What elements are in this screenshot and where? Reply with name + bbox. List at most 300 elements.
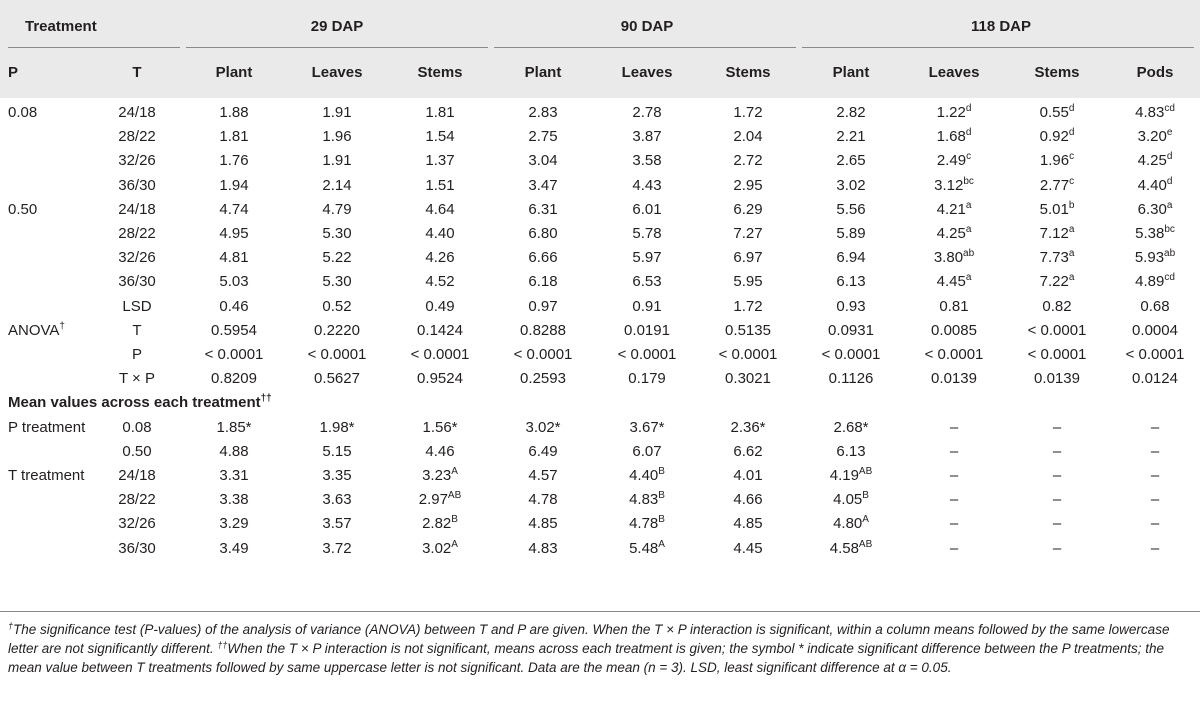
value-cell (314, 370, 360, 387)
value-cell (219, 443, 248, 460)
value-cell (528, 152, 557, 169)
value-cell (733, 201, 762, 218)
value-cell (322, 201, 351, 218)
significance-letter: A (862, 514, 869, 525)
value-cell (624, 322, 670, 339)
value-cell (730, 419, 765, 436)
value-cell (937, 152, 971, 169)
value-cell (205, 346, 264, 363)
value-cell-text: – (949, 491, 959, 508)
value-cell-text: 1.96 (1039, 152, 1070, 169)
value-cell (632, 225, 661, 242)
value-cell (836, 443, 865, 460)
value-cell-text: 4.45 (936, 273, 966, 290)
p-cell (8, 322, 65, 339)
t-cell: P (131, 346, 143, 363)
value-cell (425, 104, 454, 121)
value-cell (528, 540, 557, 557)
value-cell-text: 0.179 (628, 370, 666, 387)
value-cell (425, 225, 454, 242)
value-cell-text: 2.04 (733, 128, 763, 145)
value-cell (1151, 467, 1159, 484)
value-cell-text: 4.85 (528, 515, 558, 532)
value-cell-text: 4.95 (219, 225, 249, 242)
plant-29-header: Plant (215, 64, 253, 81)
value-cell-text: 4.26 (425, 249, 455, 266)
value-cell (520, 322, 566, 339)
value-cell-text: 0.97 (528, 298, 558, 315)
value-cell (733, 491, 762, 508)
value-cell (733, 249, 762, 266)
t-cell: 36/30 (118, 540, 156, 557)
value-cell (1040, 249, 1075, 266)
value-cell-text: – (1052, 419, 1062, 436)
p-cell (8, 201, 37, 218)
value-cell (1053, 419, 1061, 436)
value-cell (219, 515, 248, 532)
value-cell-text: 5.22 (322, 249, 352, 266)
section-heading (8, 394, 272, 411)
value-cell (836, 273, 865, 290)
p-cell-text: 0.08 (8, 104, 38, 121)
value-cell (219, 128, 248, 145)
group-header-29dap: 29 DAP (310, 18, 364, 35)
value-cell (833, 419, 868, 436)
value-cell-text: 6.30 (1137, 201, 1167, 218)
value-cell (417, 322, 463, 339)
value-cell (422, 515, 458, 532)
value-cell (219, 104, 248, 121)
value-cell (733, 443, 762, 460)
value-cell-text: 0.0085 (931, 322, 977, 339)
value-cell (425, 152, 454, 169)
value-cell (1040, 104, 1075, 121)
value-cell (219, 298, 248, 315)
value-cell-text: 5.15 (322, 443, 352, 460)
value-cell-text: 3.47 (528, 177, 558, 194)
footnote-text-2: When the T × P interaction is not significant, means across each treatment is given; the symbol * indicate significant difference between the P treatments; the mean value between T treatments followed by same uppercase letter is not significant. Data are the mean (n = 3). LSD, least significant difference at α = 0.05. (8, 641, 1164, 675)
t-col-header: T (132, 64, 142, 81)
value-cell-text: 2.72 (733, 152, 763, 169)
value-cell (1040, 152, 1074, 169)
leaves-90-header: Leaves (621, 64, 673, 81)
value-cell-text: < 0.0001 (617, 346, 677, 363)
value-cell (632, 152, 661, 169)
value-cell (1053, 443, 1061, 460)
value-cell-text: < 0.0001 (410, 346, 470, 363)
significance-letter: e (1166, 127, 1173, 138)
value-cell (528, 177, 557, 194)
value-cell (950, 491, 958, 508)
value-cell (528, 128, 557, 145)
value-cell (733, 128, 762, 145)
value-cell-text: 6.62 (733, 443, 763, 460)
value-cell (1138, 128, 1173, 145)
significance-letter: B (862, 490, 869, 501)
value-cell-text: 3.02* (525, 419, 561, 436)
value-cell (219, 491, 248, 508)
value-cell (528, 443, 557, 460)
p-cell (8, 419, 85, 436)
value-cell-text: 5.93 (1134, 249, 1165, 266)
value-cell-text: 5.30 (322, 225, 352, 242)
value-cell (411, 346, 470, 363)
value-cell (1140, 298, 1169, 315)
value-cell (733, 177, 762, 194)
value-cell-text: 6.18 (528, 273, 558, 290)
value-cell-text: 4.43 (632, 177, 662, 194)
value-cell-text: – (1052, 515, 1062, 532)
significance-letter: AB (447, 490, 462, 501)
value-cell-text: – (1052, 467, 1062, 484)
value-cell (322, 177, 351, 194)
table-footnote (8, 620, 1194, 677)
significance-letter: A (451, 466, 458, 477)
value-cell (425, 273, 454, 290)
value-cell (219, 249, 248, 266)
t-cell: LSD (122, 298, 152, 315)
value-cell-text: 1.72 (733, 104, 763, 121)
value-cell-text: – (949, 419, 959, 436)
value-cell-text: 2.21 (836, 128, 866, 145)
value-cell (1135, 273, 1175, 290)
value-cell (725, 370, 771, 387)
t-cell: 36/30 (118, 177, 156, 194)
value-cell (931, 370, 977, 387)
value-cell-text: 6.29 (733, 201, 763, 218)
value-cell-text: 0.0004 (1132, 322, 1178, 339)
value-cell (628, 370, 666, 387)
value-cell-text: 6.94 (836, 249, 866, 266)
significance-letter: B (451, 514, 458, 525)
value-cell (1040, 273, 1075, 290)
group-underline-29dap (186, 47, 488, 48)
value-cell-text: 2.77 (1039, 177, 1070, 194)
value-cell-text: 4.83 (1135, 104, 1165, 121)
value-cell (1028, 322, 1087, 339)
value-cell-text: 6.13 (836, 273, 866, 290)
value-cell (422, 419, 457, 436)
value-cell (1053, 467, 1061, 484)
value-cell-text: 2.78 (632, 104, 662, 121)
value-cell-text: 1.98* (319, 419, 355, 436)
value-cell (525, 419, 560, 436)
value-cell (528, 467, 557, 484)
t-cell: 24/18 (118, 201, 156, 218)
value-cell (937, 273, 972, 290)
value-cell-text: 2.36* (730, 419, 766, 436)
value-cell-text: 5.95 (733, 273, 763, 290)
value-cell-text: 4.40 (629, 467, 659, 484)
value-cell-text: 4.85 (733, 515, 763, 532)
value-cell-text: – (1150, 419, 1160, 436)
value-cell (629, 419, 664, 436)
value-cell-text: 4.52 (425, 273, 455, 290)
value-cell (528, 491, 557, 508)
value-cell-text: 4.40 (1137, 177, 1167, 194)
value-cell (216, 419, 251, 436)
value-cell-text: 0.0931 (828, 322, 874, 339)
value-cell (733, 104, 762, 121)
value-cell-text: 3.57 (322, 515, 352, 532)
significance-letter: ab (1164, 248, 1176, 259)
value-cell-text: 6.31 (528, 201, 558, 218)
value-cell (833, 515, 869, 532)
value-cell (514, 346, 573, 363)
value-cell-text: 1.85* (216, 419, 252, 436)
significance-letter: a (1068, 224, 1075, 235)
value-cell-text: – (949, 467, 959, 484)
value-cell-text: 7.12 (1039, 225, 1069, 242)
t-cell: 0.08 (122, 419, 152, 436)
value-cell-text: 0.92 (1039, 128, 1069, 145)
value-cell (1126, 346, 1185, 363)
value-cell (219, 177, 248, 194)
value-cell-text: 4.83 (629, 491, 659, 508)
significance-letter: ab (963, 248, 975, 259)
value-cell (1040, 225, 1075, 242)
value-cell (528, 104, 557, 121)
value-cell-text: 2.49 (936, 152, 967, 169)
value-cell (733, 540, 762, 557)
value-cell (836, 298, 865, 315)
value-cell-text: – (1150, 443, 1160, 460)
value-cell-text: 5.89 (836, 225, 866, 242)
value-cell (629, 491, 665, 508)
significance-letter: AB (858, 539, 873, 550)
value-cell (836, 201, 865, 218)
pods-118-header: Pods (1136, 64, 1174, 81)
value-cell (528, 201, 557, 218)
value-cell (925, 346, 984, 363)
value-cell-text: 3.58 (632, 152, 662, 169)
value-cell (520, 370, 566, 387)
value-cell-text: 1.91 (322, 104, 352, 121)
value-cell (629, 515, 665, 532)
value-cell-text: 4.57 (528, 467, 558, 484)
value-cell-text: 1.68 (936, 128, 966, 145)
significance-letter: A (451, 539, 458, 550)
value-cell-text: – (1052, 443, 1062, 460)
value-cell (322, 249, 351, 266)
value-cell-text: 1.22 (936, 104, 966, 121)
value-cell-text: 4.66 (733, 491, 763, 508)
value-cell-text: – (949, 515, 959, 532)
value-cell-text: 3.02 (836, 177, 866, 194)
value-cell-text: < 0.0001 (924, 346, 984, 363)
value-cell (1135, 249, 1175, 266)
significance-letter: a (965, 272, 972, 283)
value-cell (322, 515, 351, 532)
value-cell-text: 0.0139 (1034, 370, 1080, 387)
value-cell-text: 0.0124 (1132, 370, 1178, 387)
significance-letter: B (658, 466, 665, 477)
p-cell-text: ANOVA (8, 322, 60, 339)
value-cell-text: < 0.0001 (1125, 346, 1185, 363)
value-cell (1151, 515, 1159, 532)
value-cell-text: 1.56* (422, 419, 458, 436)
value-cell-text: 3.02 (422, 540, 452, 557)
value-cell-text: 0.1126 (828, 370, 874, 387)
value-cell (719, 346, 778, 363)
value-cell (632, 273, 661, 290)
value-cell-text: 1.54 (425, 128, 455, 145)
value-cell-text: – (1150, 540, 1160, 557)
value-cell-text: 3.87 (632, 128, 662, 145)
value-cell (836, 177, 865, 194)
value-cell (950, 419, 958, 436)
value-cell (314, 322, 360, 339)
value-cell (422, 467, 458, 484)
value-cell (833, 491, 869, 508)
value-cell-text: 0.2593 (520, 370, 566, 387)
significance-letter: c (1069, 176, 1075, 187)
value-cell (425, 298, 454, 315)
t-cell: 36/30 (118, 273, 156, 290)
value-cell-text: 4.89 (1135, 273, 1165, 290)
value-cell (322, 298, 351, 315)
significance-letter: a (1166, 200, 1173, 211)
plant-118-header: Plant (832, 64, 870, 81)
value-cell (830, 467, 873, 484)
value-cell (219, 540, 248, 557)
value-cell-text: 7.27 (733, 225, 763, 242)
value-cell (733, 298, 762, 315)
value-cell-text: 0.55 (1039, 104, 1069, 121)
t-cell: 32/26 (118, 249, 156, 266)
value-cell (425, 177, 454, 194)
p-cell (8, 467, 84, 484)
value-cell-text: 4.40 (425, 225, 455, 242)
value-cell (937, 201, 972, 218)
value-cell-text: 7.73 (1039, 249, 1069, 266)
leaves-29-header: Leaves (311, 64, 363, 81)
value-cell-text: 3.29 (219, 515, 249, 532)
value-cell (425, 201, 454, 218)
value-cell-text: – (949, 443, 959, 460)
value-cell-text: 6.97 (733, 249, 763, 266)
value-cell (1034, 370, 1080, 387)
value-cell (950, 540, 958, 557)
value-cell-text: 2.14 (322, 177, 352, 194)
value-cell (528, 298, 557, 315)
section-heading-footnote-mark: †† (260, 393, 272, 404)
value-cell (1138, 152, 1173, 169)
value-cell-text: 0.5954 (211, 322, 257, 339)
value-cell-text: 6.13 (836, 443, 866, 460)
value-cell-text: – (1150, 467, 1160, 484)
significance-letter: a (1068, 248, 1075, 259)
value-cell-text: 0.81 (939, 298, 969, 315)
value-cell-text: 4.25 (1137, 152, 1167, 169)
value-cell (829, 370, 874, 387)
value-cell-text: 3.72 (322, 540, 352, 557)
stems-118-header: Stems (1034, 64, 1080, 81)
value-cell-text: 4.19 (829, 467, 859, 484)
value-cell-text: 0.5627 (314, 370, 360, 387)
t-cell: 32/26 (118, 515, 156, 532)
value-cell (322, 104, 351, 121)
significance-letter: b (1068, 200, 1075, 211)
value-cell (1053, 491, 1061, 508)
value-cell (836, 104, 865, 121)
value-cell (1028, 346, 1087, 363)
value-cell (629, 540, 665, 557)
value-cell-text: 3.23 (422, 467, 452, 484)
value-cell (733, 225, 762, 242)
value-cell (211, 322, 257, 339)
value-cell (417, 370, 463, 387)
value-cell (937, 128, 972, 145)
value-cell (322, 491, 351, 508)
value-cell-text: 0.0191 (624, 322, 670, 339)
value-cell-text: 1.88 (219, 104, 249, 121)
value-cell-text: 4.45 (733, 540, 763, 557)
value-cell (1040, 177, 1074, 194)
value-cell-text: 1.94 (219, 177, 249, 194)
footnote-dagger: † (8, 621, 14, 631)
value-cell-text: 4.05 (833, 491, 863, 508)
value-cell-text: 0.1424 (417, 322, 463, 339)
value-cell-text: 6.66 (528, 249, 558, 266)
group-underline-118dap (802, 47, 1194, 48)
value-cell-text: 0.91 (632, 298, 662, 315)
t-cell: 24/18 (118, 467, 156, 484)
value-cell-text: – (1150, 515, 1160, 532)
value-cell (836, 249, 865, 266)
value-cell (322, 443, 351, 460)
value-cell (425, 128, 454, 145)
value-cell (319, 419, 354, 436)
value-cell (733, 467, 762, 484)
value-cell-text: 3.49 (219, 540, 249, 557)
value-cell-text: 5.30 (322, 273, 352, 290)
value-cell-text: 4.79 (322, 201, 352, 218)
value-cell-text: 4.74 (219, 201, 249, 218)
t-cell: T (132, 322, 142, 339)
significance-letter: d (1068, 127, 1075, 138)
value-cell (632, 443, 661, 460)
value-cell-text: 6.53 (632, 273, 662, 290)
value-cell (836, 128, 865, 145)
significance-letter: d (965, 127, 972, 138)
value-cell (632, 177, 661, 194)
value-cell (632, 201, 661, 218)
value-cell-text: 0.9524 (417, 370, 463, 387)
t-cell: 28/22 (118, 128, 156, 145)
value-cell (528, 225, 557, 242)
value-cell-text: 3.20 (1137, 128, 1167, 145)
value-cell-text: 3.12 (934, 177, 964, 194)
t-cell: 24/18 (118, 104, 156, 121)
value-cell (836, 152, 865, 169)
significance-letter: a (965, 224, 972, 235)
value-cell (931, 322, 977, 339)
value-cell-text: 3.63 (322, 491, 352, 508)
value-cell-text: 4.78 (528, 491, 558, 508)
value-cell (322, 128, 351, 145)
value-cell-text: 5.48 (629, 540, 659, 557)
value-cell (1053, 540, 1061, 557)
value-cell-text: 0.82 (1042, 298, 1072, 315)
value-cell-text: < 0.0001 (1027, 322, 1087, 339)
significance-letter: A (658, 539, 665, 550)
value-cell (1151, 419, 1159, 436)
value-cell (1151, 491, 1159, 508)
significance-letter: cd (1164, 103, 1175, 114)
value-cell-text: 1.91 (322, 152, 352, 169)
value-cell-text: 2.75 (528, 128, 558, 145)
